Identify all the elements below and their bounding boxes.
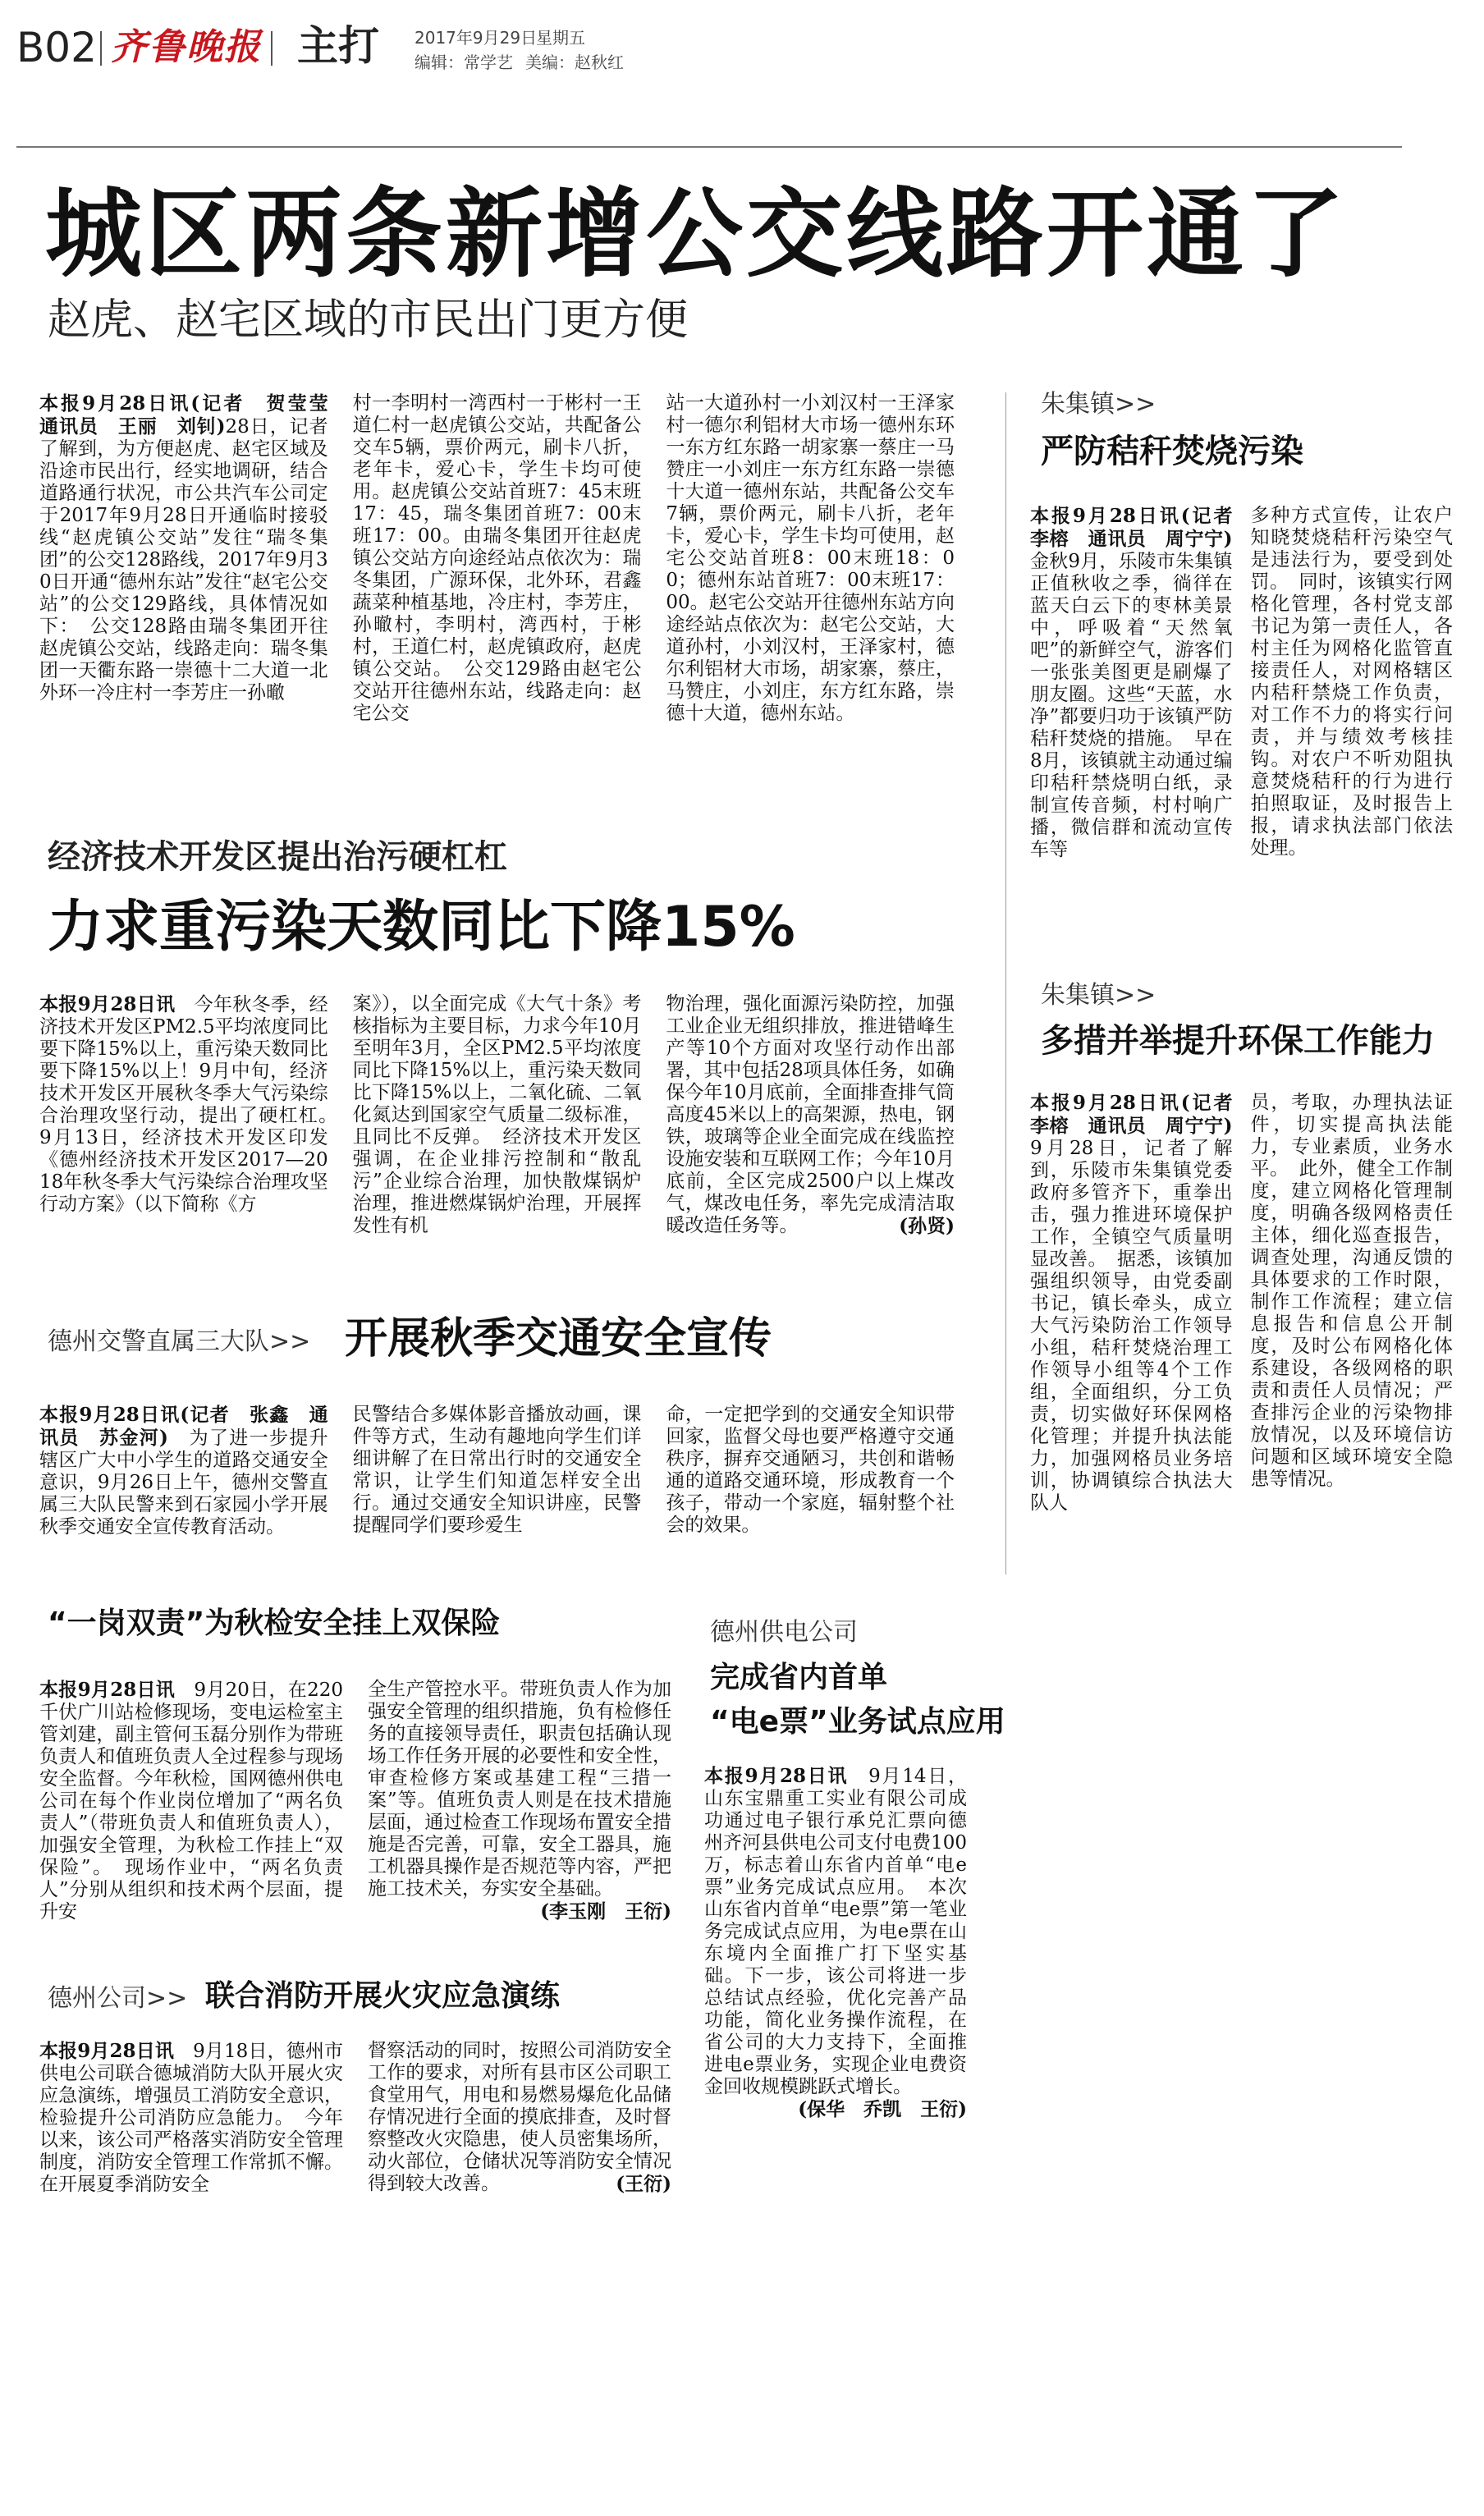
epower-credit: (保华 乔凯 王衍) bbox=[798, 2098, 967, 2120]
issue-weekday: 星期五 bbox=[536, 28, 585, 48]
traffic-col-2: 民警结合多媒体影音播放动画，课件等方式，生动有趣地向学生们详细讲解了在日常出行时的交通安全常识，让学生们知道怎样安全出行。通过交通安全知识讲座，民警提醒同学们要珍爱生 bbox=[352, 1404, 642, 1536]
safety-col-2 bbox=[368, 1679, 671, 1923]
safety-headline: “一岗双责”为秋检安全挂上双保险 bbox=[48, 1606, 501, 1640]
lead-col-2: 村一李明村一湾西村一于彬村一王道仁村一赵虎镇公交站，共配备公交车5辆，票价两元，刷卡八折，老年卡，爱心卡，学生卡均可使用。赵虎镇公交站首班7：45末班17：45，瑞冬集团首班7：00末班17：00。由瑞冬集团开往赵虎镇公交站方向途经站点依次为：瑞冬集团，广源环保，北外环，君鑫蔬菜种植基地，冷庄村，李芳庄，孙㬚村，李明村，湾西村，于彬村，王道仁村，赵虎镇政府，赵虎镇公交站。 公交129路由赵宅公交站开往德州东站，线路走向：赵宅公交 bbox=[352, 392, 642, 724]
page-number: B02 bbox=[16, 24, 97, 71]
fire-col-2 bbox=[368, 2040, 671, 2196]
pollution-col-2: 案》），以全面完成《大气十条》考核指标为主要目标，力求今年10月至明年3月，全区PM2.5平均浓度同比下降15%以上，重污染天数同比下降15%以上，二氧化硫、二氧化氮达到国家空气质量二级标准，且同比不反弹。 经济技术开发区强调，在企业排污控制和“散乱污”企业综合治理，加快散煤锅炉治理，推进燃煤锅炉治理，开展挥发性有机 bbox=[352, 993, 642, 1236]
pollution-col-3-text: 物治理，强化面源污染防控，加强工业企业无组织排放，推进错峰生产等10个方面对攻坚行动作出部署，其中包括28项具体任务，如确保今年10月底前，全面排查排气筒高度45米以上的高架源，热电，钢铁，玻璃等企业全面完成在线监控设施安装和互联网工作；今年10月底前，全区完成2500户以上煤改气，煤改电任务，率先完成清洁取暖改造任务等。 bbox=[666, 993, 955, 1236]
safety-col-2-text: 全生产管控水平。带班负责人作为加强安全管理的组织措施，负有检修任务的直接领导责任，职责包括确认现场工作任务开展的必要性和安全性，审查检修方案或基建工程“三措一案”等。值班负责人则是在技术措施层面，通过检查工作现场布置安全措施是否完善，可靠，安全工器具，施工机器具操作是否规范等内容，严把施工技术关，夯实安全基础。 bbox=[368, 1679, 671, 1900]
traffic-col-3: 命，一定把学到的交通安全知识带回家，监督父母也要严格遵守交通秩序，摒弃交通陋习，共创和谐畅通的道路交通环境，形成教育一个孩子，带动一个家庭，辐射整个社会的效果。 bbox=[666, 1404, 955, 1536]
env-col-1 bbox=[1030, 1092, 1252, 1515]
pollution-byline: 本报9月28日讯 bbox=[39, 993, 176, 1015]
straw-col-1-text: 金秋9月，乐陵市朱集镇正值秋收之季，徜徉在蓝天白云下的枣林美景中，呼吸着“天然氧吧”的新鲜空气，游客们一张张美图更是刷爆了朋友圈。这些“天蓝，水净”都要归功于该镇严防秸秆焚烧的措施。 早在8月，该镇就主动通过编印秸秆禁烧明白纸，录制宣传音频，村村响广播，微信群和流动宣传车等 bbox=[1030, 551, 1233, 860]
safety-article bbox=[39, 1679, 671, 1958]
masthead-logo: 齐鲁晚报 bbox=[111, 26, 262, 68]
env-byline: 本报9月28日讯(记者 李榕 通讯员 周宁宁) bbox=[1030, 1092, 1252, 1137]
pollution-credit: (孙贤) bbox=[899, 1215, 955, 1237]
epower-text: 9月14日，山东宝鼎重工实业有限公司成功通过电子银行承兑汇票向德州齐河县供电公司支付电费100万，标志着山东省内首单“电e票”业务完成试点应用。 本次山东省内首单“电e票”第一笔业务完成试点应用，为电e票在山东境内全面推广打下坚实基础。下一步，该公司将进一步总结试点经验，优化完善产品功能，简化业务操作流程，在省公司的大力支持下，全面推进电e票业务，实现企业电费资金回收规模跳跃式增长。 bbox=[704, 1766, 968, 2097]
traffic-article bbox=[39, 1404, 955, 1593]
fire-kicker: 德州公司>> bbox=[48, 1984, 188, 2013]
safety-credit: (李玉刚 王衍) bbox=[540, 1900, 671, 1923]
env-col-1-text: 9月28日，记者了解到，乐陵市朱集镇党委政府多管齐下，重拳出击，强力推进环境保护工作，全镇空气质量明显改善。 据悉，该镇加强组织领导，由党委副书记，镇长牵头，成立大气污染防治工作领导小组，秸秆焚烧治理工作领导小组等4个工作组，全面组织，分工负责，切实做好环保网格化管理；并提升执法能力，加强网格员业务培训，协调镇综合执法大队人 bbox=[1030, 1138, 1233, 1514]
lead-col-3: 站一大道孙村一小刘汉村一王泽家村一德尔利铝材大市场一德州东环一东方红东路一胡家寨一蔡庄一马赞庄一小刘庄一东方红东路一崇德十大道一德州东站，共配备公交车7辆，票价两元，刷卡八折，老年卡，爱心卡，学生卡均可使用，赵宅公交站首班8：00末班18：00；德州东站首班7：00末班17：00。赵宅公交站开往德州东站方向途经站点依次为：赵宅公交站，大道孙村，小刘汉村，王泽家村，德尔利铝材大市场，胡家寨，蔡庄，马赞庄，小刘庄，东方红东路，崇德十大道，德州东站。 bbox=[666, 392, 955, 724]
lead-article bbox=[39, 392, 955, 778]
epower-kicker: 德州供电公司 bbox=[710, 1618, 858, 1647]
header-divider-1 bbox=[100, 31, 102, 66]
pollution-headline: 力求重污染天数同比下降15% bbox=[48, 895, 795, 960]
epower-headline-line-2: “电e票”业务试点应用 bbox=[710, 1705, 1005, 1739]
issue-date: 2017年9月29日 bbox=[415, 28, 538, 48]
pollution-kicker: 经济技术开发区提出治污硬杠杠 bbox=[48, 838, 507, 876]
pollution-col-1 bbox=[39, 993, 347, 1237]
env-kicker: 朱集镇>> bbox=[1041, 981, 1157, 1010]
pollution-col-3 bbox=[666, 993, 955, 1237]
straw-article bbox=[1030, 505, 1453, 965]
straw-col-2: 多种方式宣传，让农户知晓焚烧秸秆污染空气是违法行为，要受到处罚。 同时，该镇实行网格化管理，各村党支部书记为第一责任人，各村主任为网格化监管直接责任人，对网格辖区内秸秆禁烧工作负责，对工作不力的将实行问责，并与绩效考核挂钩。对农户不听劝阻执意焚烧秸秆的行为进行拍照取证，及时报告上报，请求执法部门依法处理。 bbox=[1250, 505, 1453, 859]
fire-headline: 联合消防开展火灾应急演练 bbox=[205, 1979, 561, 2013]
traffic-kicker: 德州交警直属三大队>> bbox=[48, 1327, 311, 1356]
safety-col-1-text: 9月20日，在220千伏广川站检修现场，变电运检室主管刘建，副主管何玉磊分别作为带班负责人和值班负责人全过程参与现场安全监督。今年秋检，国网德州供电公司在每个作业岗位增加了“两名负责人”（带班负责人和值班负责人），加强安全管理，为秋检工作挂上“双保险”。 现场作业中，“两名负责人”分别从组织和技术两个层面，提升安 bbox=[39, 1680, 344, 1923]
traffic-col-1 bbox=[39, 1404, 328, 1538]
fire-credit: (王衍) bbox=[616, 2173, 671, 2195]
lead-col-1 bbox=[39, 392, 347, 725]
epower-byline: 本报9月28日讯 bbox=[704, 1765, 849, 1787]
lead-byline: 本报9月28日讯(记者 贺莹莹 通讯员 王丽 刘钊) bbox=[39, 392, 347, 438]
epower-headline-line-1: 完成省内首单 bbox=[710, 1661, 888, 1694]
fire-article bbox=[39, 2040, 671, 2253]
env-headline: 多措并举提升环保工作能力 bbox=[1041, 1022, 1435, 1060]
lead-subhead: 赵虎、赵宅区域的市民出门更方便 bbox=[48, 296, 689, 345]
env-article bbox=[1030, 1092, 1453, 1584]
pollution-col-1-text: 今年秋冬季，经济技术开发区PM2.5平均浓度同比要下降15%以上，重污染天数同比要下降15%以上！9月中旬，经济技术开发区开展秋冬季大气污染综合治理攻坚行动，提出了硬杠杠。 9月13日，经济技术开发区印发《德州经济技术开发区2017—2018年秋冬季大气污染综合治理攻坚行动方案》（以下简称《方 bbox=[39, 994, 347, 1215]
header-rule bbox=[16, 146, 1402, 148]
straw-headline: 严防秸秆焚烧污染 bbox=[1041, 433, 1303, 470]
traffic-headline: 开展秋季交通安全宣传 bbox=[345, 1314, 772, 1363]
section-name: 主打 bbox=[297, 22, 379, 70]
pollution-article bbox=[39, 993, 955, 1354]
safety-col-1 bbox=[39, 1679, 343, 1923]
straw-kicker: 朱集镇>> bbox=[1041, 390, 1157, 419]
fire-col-1-text: 9月18日，德州市供电公司联合德城消防大队开展火灾应急演练，增强员工消防安全意识，检验提升公司消防应急能力。 今年以来，该公司严格落实消防安全管理制度，消防安全管理工作常抓不懈。在开展夏季消防安全 bbox=[39, 2041, 343, 2195]
editor-credit: 编辑：常学艺 bbox=[415, 53, 513, 72]
fire-col-2-text: 督察活动的同时，按照公司消防安全工作的要求，对所有县市区公司职工食堂用气，用电和易燃易爆危化品储存情况进行全面的摸底排查，及时督察整改火灾隐患，使人员密集场所，动火部位，仓储状况等消防安全情况得到较大改善。 bbox=[368, 2040, 671, 2194]
traffic-byline: 本报9月28日讯(记者 张鑫 通讯员 苏金河) bbox=[39, 1404, 328, 1449]
straw-byline: 本报9月28日讯(记者 李榕 通讯员 周宁宁) bbox=[1030, 505, 1252, 550]
fire-col-1 bbox=[39, 2040, 343, 2196]
epower-article bbox=[704, 1765, 967, 2192]
env-col-2: 员，考取，办理执法证件，切实提高执法能力，专业素质，业务水平。 此外，健全工作制度，建立网格化管理制度，明确各级网格责任主体，细化巡查报告，调查处理，沟通反馈的具体要求的工作时限，制作工作流程；建立信息报告和信息公开制度，及时公布网格化体系建设，各级网格的职责和责任人员情况；严查排污企业的污染物排放情况，以及环境信访问题和区域环境安全隐患等情况。 bbox=[1250, 1092, 1453, 1490]
header-divider-2 bbox=[271, 31, 273, 66]
designer-credit: 美编：赵秋红 bbox=[525, 53, 624, 72]
straw-col-1 bbox=[1030, 505, 1252, 861]
right-column-divider bbox=[1005, 392, 1006, 1574]
lead-col-1-text: 28日，记者了解到，为方便赵虎、赵宅区域及沿途市民出行，经实地调研，结合道路通行状况，市公共汽车公司定于2017年9月28日开通临时接驳线“赵虎镇公交站”发往“瑞冬集团”的公交128路线，2017年9月30日开通“德州东站”发往“赵宅公交站”的公交129路线，具体情况如下： 公交128路由瑞冬集团开往赵虎镇公交站，线路走向：瑞冬集团一天衢东路一崇德十二大道一北外环一冷庄村一李芳庄一孙㬚 bbox=[39, 416, 328, 703]
safety-byline: 本报9月28日讯 bbox=[39, 1679, 176, 1701]
fire-byline: 本报9月28日讯 bbox=[39, 2040, 174, 2062]
lead-headline: 城区两条新增公交线路开通了 bbox=[45, 177, 1348, 291]
traffic-col-1-text: 为了进一步提升辖区广大中小学生的道路交通安全意识，9月26日上午，德州交警直属三大队民警来到石家园小学开展秋季交通安全宣传教育活动。 bbox=[39, 1428, 328, 1538]
